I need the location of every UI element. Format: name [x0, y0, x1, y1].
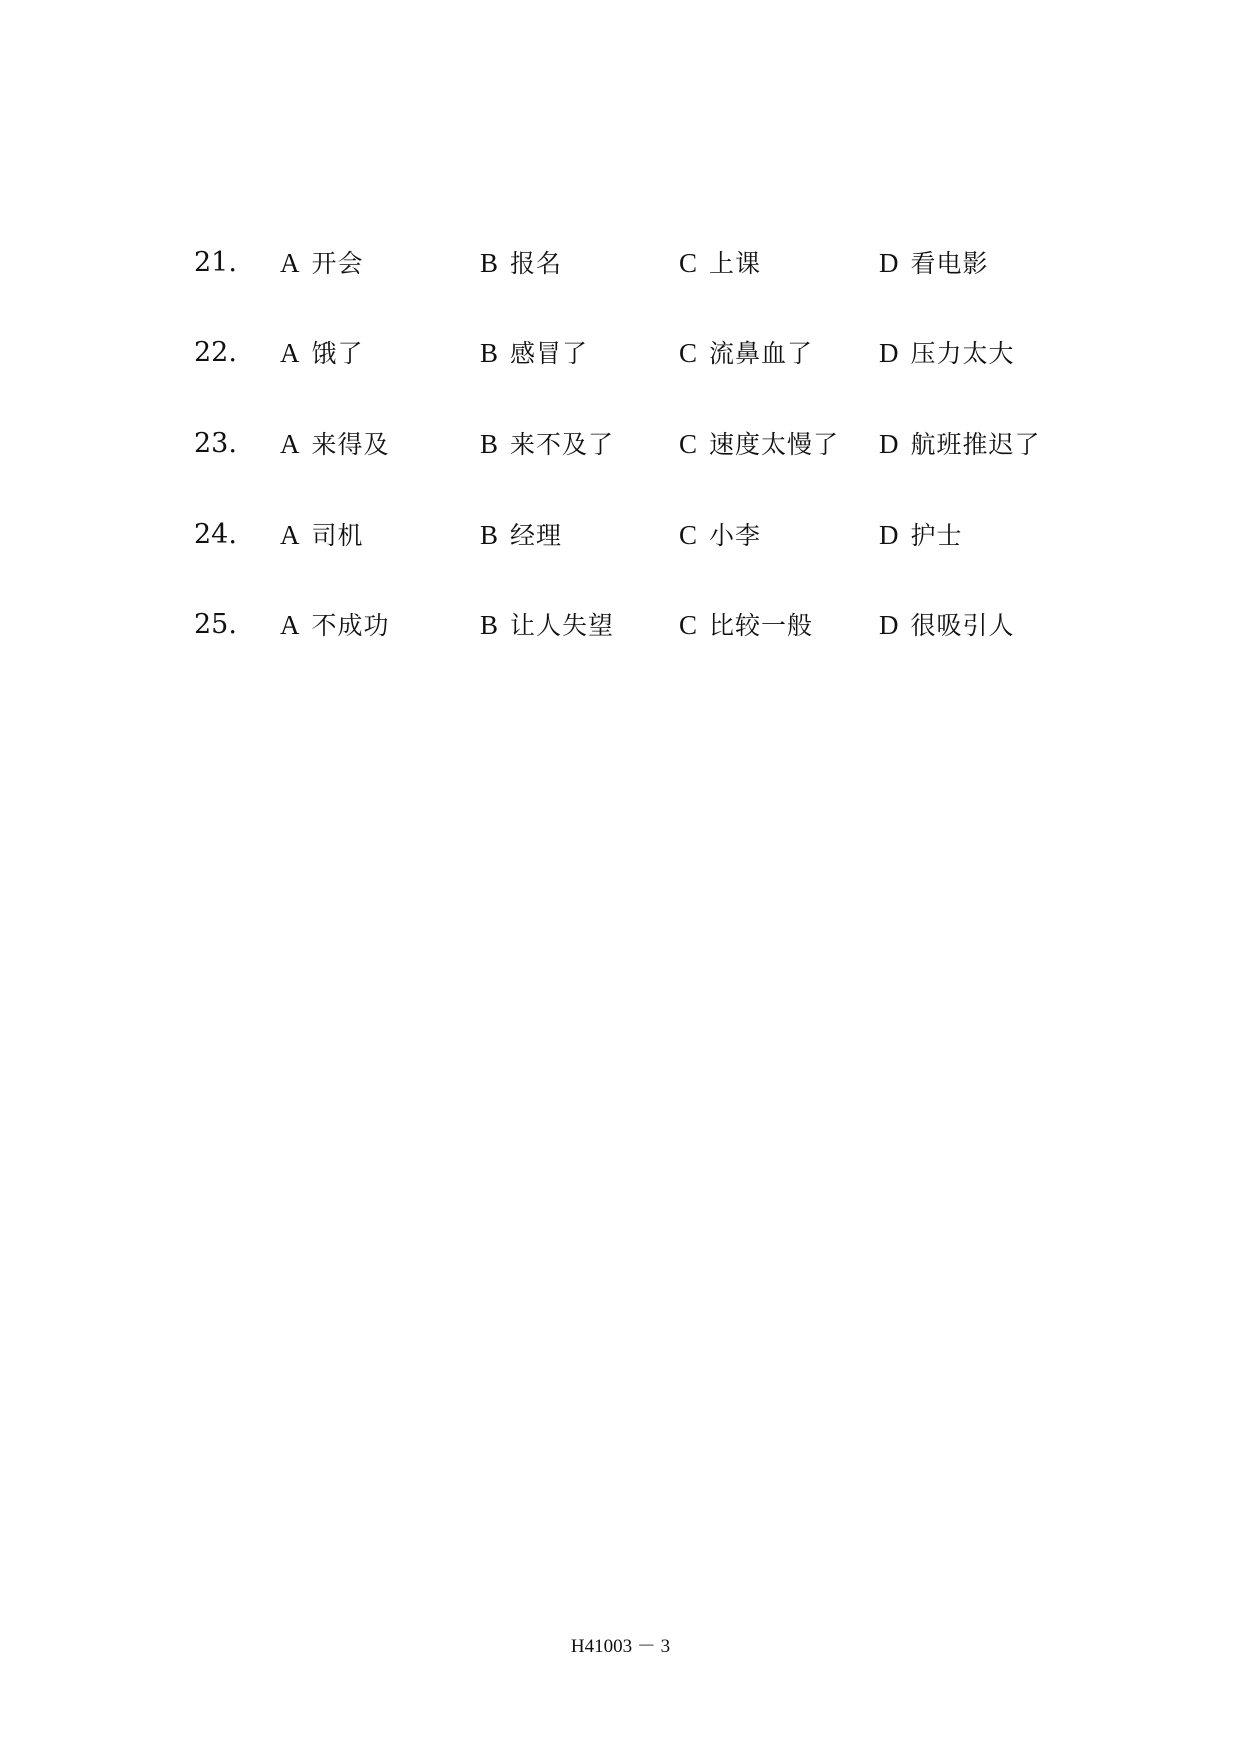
- option-text: 护士: [910, 521, 963, 550]
- option-c: [679, 510, 761, 561]
- option-c: [679, 600, 813, 651]
- option-a: [280, 600, 390, 651]
- option-text: 看电影: [910, 249, 989, 278]
- option-letter: C: [679, 248, 698, 278]
- option-text: 速度太慢了: [709, 430, 840, 459]
- option-b: [480, 600, 614, 651]
- option-letter: A: [280, 520, 300, 550]
- option-d: [879, 419, 1041, 470]
- option-text: 报名: [510, 249, 563, 278]
- option-d: [879, 238, 989, 289]
- option-text: 不成功: [311, 611, 390, 640]
- option-text: 司机: [311, 521, 364, 550]
- option-letter: B: [480, 429, 499, 459]
- page-footer: [0, 1632, 1241, 1662]
- option-text: 压力太大: [910, 339, 1015, 368]
- option-letter: D: [879, 610, 899, 640]
- page-code: H41003 － 3: [570, 1636, 671, 1657]
- option-c: [679, 419, 839, 470]
- option-letter: C: [679, 429, 698, 459]
- option-letter: A: [280, 338, 300, 368]
- option-letter: A: [280, 248, 300, 278]
- option-letter: A: [280, 610, 300, 640]
- option-b: [480, 510, 562, 561]
- option-d: [879, 328, 1015, 379]
- option-a: [280, 510, 364, 561]
- question-22: [0, 328, 1241, 378]
- option-text: 航班推迟了: [910, 430, 1041, 459]
- question-24: [0, 510, 1241, 560]
- question-number: 24.: [194, 519, 237, 550]
- option-letter: D: [879, 520, 899, 550]
- option-b: [480, 419, 614, 470]
- option-c: [679, 328, 813, 379]
- option-d: [879, 510, 963, 561]
- option-a: [280, 419, 390, 470]
- question-23: [0, 419, 1241, 469]
- option-text: 小李: [709, 521, 762, 550]
- option-text: 上课: [709, 249, 762, 278]
- option-b: [480, 328, 588, 379]
- option-text: 经理: [510, 521, 563, 550]
- option-text: 感冒了: [510, 339, 589, 368]
- option-text: 饿了: [311, 339, 364, 368]
- option-text: 比较一般: [709, 611, 814, 640]
- option-text: 流鼻血了: [709, 339, 814, 368]
- option-letter: D: [879, 248, 899, 278]
- option-letter: B: [480, 520, 499, 550]
- option-text: 很吸引人: [910, 611, 1015, 640]
- option-letter: C: [679, 520, 698, 550]
- option-letter: D: [879, 429, 899, 459]
- question-number: 21.: [194, 247, 237, 278]
- option-c: [679, 238, 761, 289]
- option-letter: B: [480, 610, 499, 640]
- option-letter: B: [480, 338, 499, 368]
- question-number: 25.: [194, 609, 237, 640]
- option-b: [480, 238, 562, 289]
- option-letter: C: [679, 610, 698, 640]
- option-text: 让人失望: [510, 611, 615, 640]
- question-number: 23.: [194, 428, 237, 459]
- option-text: 来得及: [311, 430, 390, 459]
- question-25: [0, 600, 1241, 650]
- option-text: 开会: [311, 249, 364, 278]
- option-letter: D: [879, 338, 899, 368]
- option-text: 来不及了: [510, 430, 615, 459]
- option-letter: C: [679, 338, 698, 368]
- option-a: [280, 328, 364, 379]
- option-a: [280, 238, 364, 289]
- option-letter: A: [280, 429, 300, 459]
- option-letter: B: [480, 248, 499, 278]
- question-number: 22.: [194, 337, 237, 368]
- question-21: [0, 238, 1241, 288]
- option-d: [879, 600, 1015, 651]
